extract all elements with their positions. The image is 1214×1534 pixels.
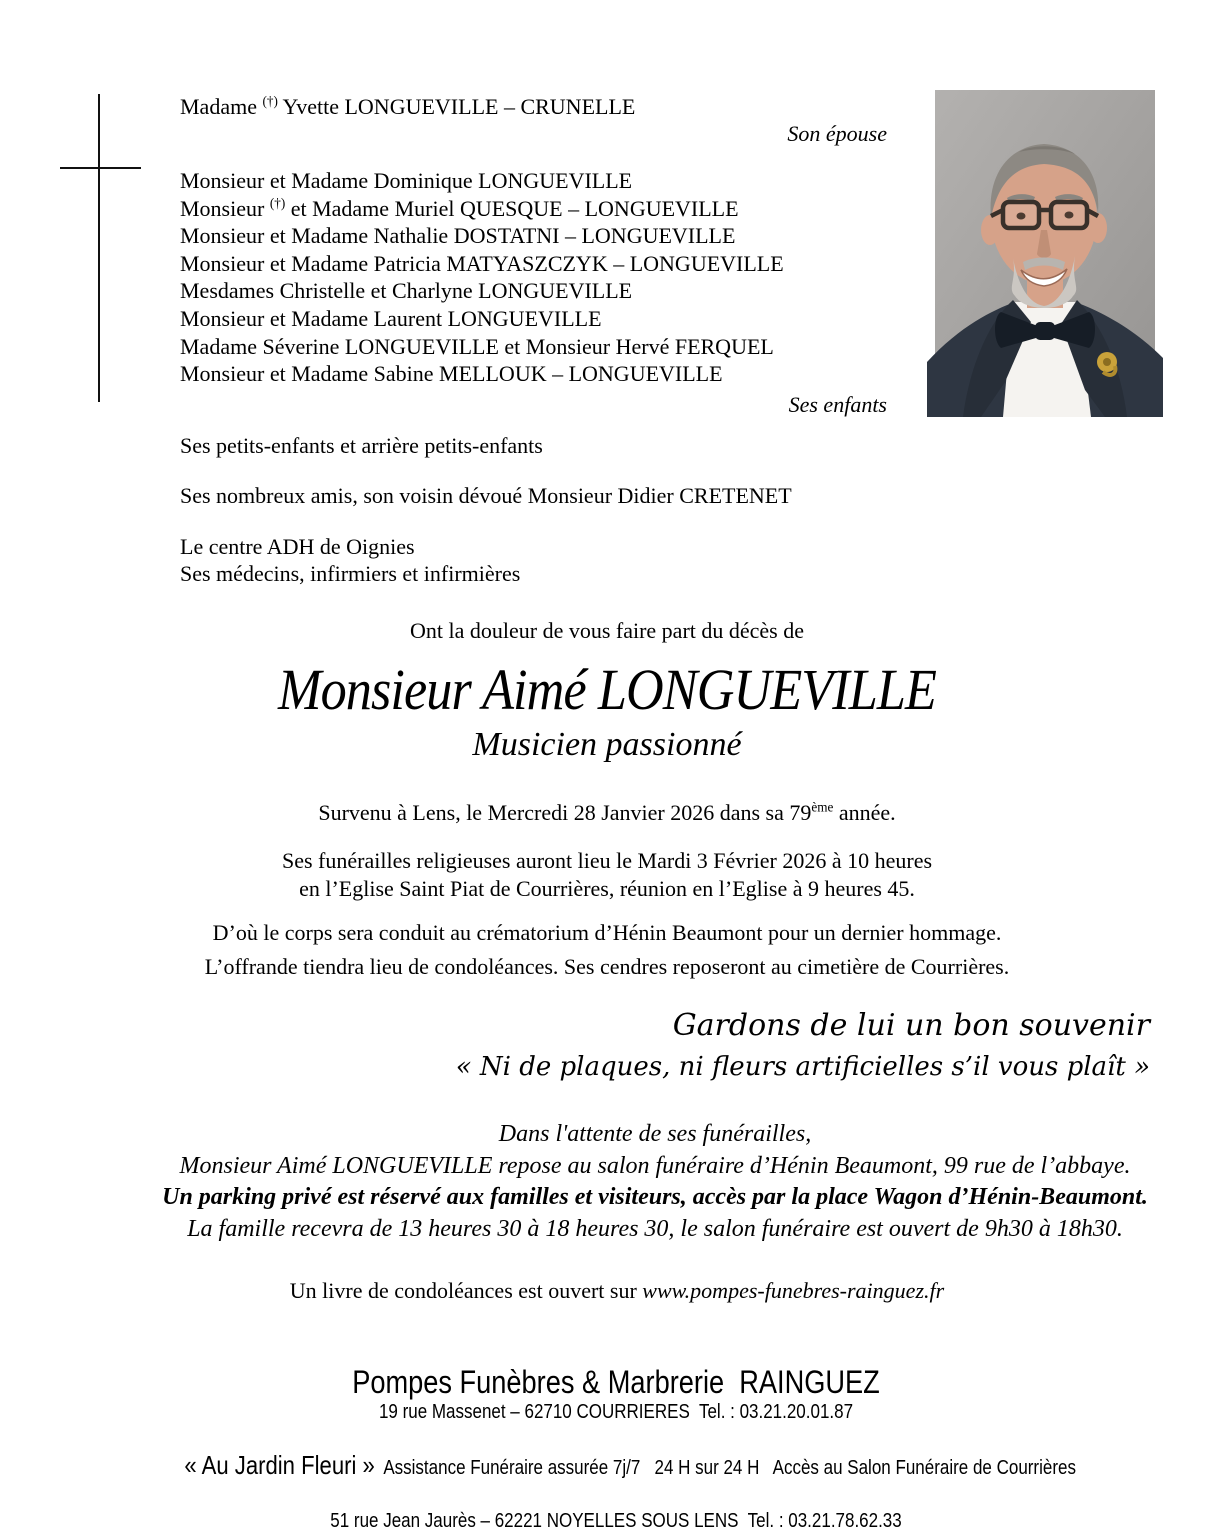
funeral-line-1: Ses funérailles religieuses auront lieu le Mardi 3 Février 2026 à 10 heures [281,848,933,873]
child-row: Monsieur et Madame Laurent LONGUEVILLE [180,305,602,331]
wife-post: Yvette LONGUEVILLE – CRUNELLE [277,94,636,119]
funeral-home-footer [18,1364,1214,1534]
ordinal-superscript: ème [811,799,834,815]
children-role: Ses enfants [788,392,887,417]
parking-notice: Un parking privé est réservé aux familles et visiteurs, accès par la place Wagon d’Hénin-Beaumont. [162,1184,1148,1210]
child-row: Monsieur et Madame Nathalie DOSTATNI – LONGUEVILLE [180,223,736,249]
visitation-line-1: Dans l'attente de ses funérailles, [498,1121,812,1147]
wife-line [180,93,635,121]
child-row: Monsieur et Madame Sabine MELLOUK – LONGUEVILLE [180,361,723,387]
care-staff-line: Ses médecins, infirmiers et infirmières [180,561,521,586]
deceased-marker: (†) [269,195,286,211]
child-row: Mesdames Christelle et Charlyne LONGUEVILLE [180,278,633,304]
tribute-line-2: « Ni de plaques, ni fleurs artificielles s’il vous plaît » [455,1052,1150,1082]
child-row: Madame Séverine LONGUEVILLE et Monsieur Hervé FERQUEL [180,333,774,359]
tribute-line-1: Gardons de lui un bon souvenir [672,1008,1150,1043]
eye-right [1065,212,1074,219]
visitation-line-2: Monsieur Aimé LONGUEVILLE repose au salon funéraire d’Hénin Beaumont, 99 rue de l’abbaye. [179,1152,1131,1179]
funeral-home-address-1: 19 rue Massenet – 62710 COURRIERES Tel. : 03.21.20.01.87 [378,1401,854,1423]
deceased-marker: (†) [262,93,278,109]
announcement-intro: Ont la douleur de vous faire part du décès de [409,618,805,643]
cross-icon-bar [60,167,141,169]
cross-icon [98,94,100,402]
care-center-line: Le centre ADH de Oignies [180,534,415,559]
conduct-line: D’où le corps sera conduit au crématorium d’Hénin Beaumont pour un dernier hommage. [212,920,1002,945]
wife-pre: Madame [180,94,263,119]
funeral-home-name: Pompes Funèbres & Marbrerie RAINGUEZ [352,1364,880,1400]
death-line: Survenu à Lens, le Mercredi 28 Janvier 2026 dans sa 79ème année. [318,799,896,825]
offering-line: L’offrande tiendra lieu de condoléances. Ses cendres reposeront au cimetière de Courrières. [204,954,1010,979]
funeral-home-address-2: 51 rue Jean Jaurès – 62221 NOYELLES SOUS LENS Tel. : 03.21.78.62.33 [330,1510,902,1532]
ear-right [1089,213,1107,243]
wife-role: Son épouse [787,121,887,146]
funeral-line-2: en l’Eglise Saint Piat de Courrières, réunion en l’Eglise à 9 heures 45. [299,876,915,901]
child-row: Monsieur et Madame Dominique LONGUEVILLE [180,168,633,193]
funeral-home-brand: « Au Jardin Fleuri » [184,1450,375,1480]
visitation-block [100,1119,1210,1245]
funeral-home-services: « Au Jardin Fleuri » Assistance Funéraire assurée 7j/7 24 H sur 24 H Accès au Salon Funéraire de Courrières [184,1450,1076,1480]
ear-left [981,215,999,245]
visitation-hours: La famille recevra de 13 heures 30 à 18 heures 30, le salon funéraire est ouvert de 9h30 à 18h30. [187,1215,1123,1242]
portrait-photo [935,90,1155,417]
eye-left [1017,213,1026,220]
portrait-illustration [935,90,1155,417]
deceased-name: Monsieur Aimé LONGUEVILLE [277,657,937,722]
deceased-subtitle: Musicien passionné [472,726,742,763]
condolence-website-url: www.pompes-funebres-rainguez.fr [642,1278,945,1303]
child-row: Monsieur (†) et Madame Muriel QUESQUE – LONGUEVILLE [180,195,739,221]
child-row: Monsieur et Madame Patricia MATYASZCZYK – LONGUEVILLE [180,250,784,276]
children-names-list [180,167,784,388]
friends-line: Ses nombreux amis, son voisin dévoué Monsieur Didier CRETENET [180,483,792,508]
grandchildren-line: Ses petits-enfants et arrière petits-enfants [180,433,543,458]
condolence-book-line: Un livre de condoléances est ouvert sur www.pompes-funebres-rainguez.fr [289,1278,945,1303]
